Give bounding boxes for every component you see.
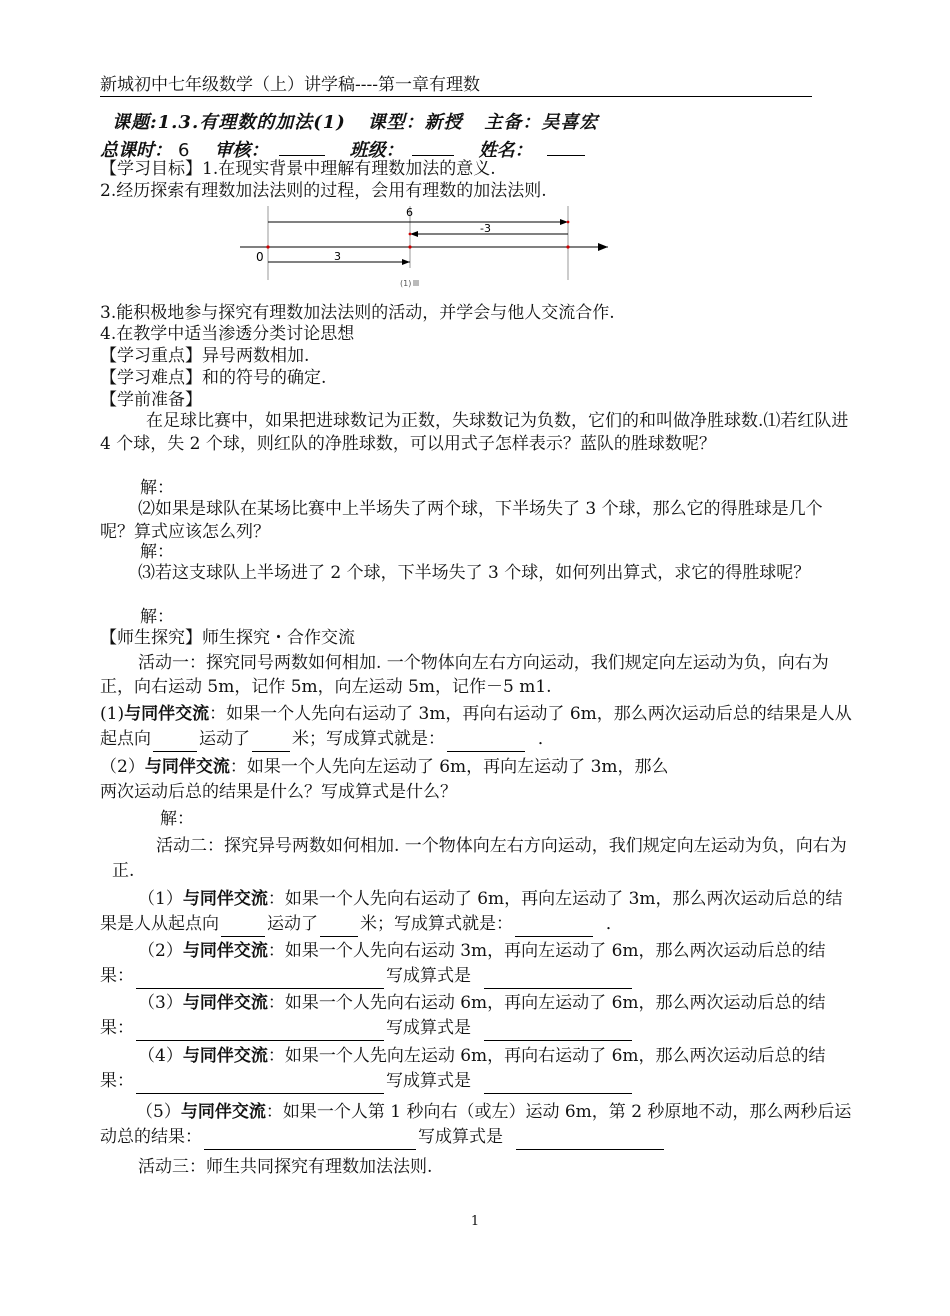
number-line-diagram — [210, 202, 620, 294]
name-blank[interactable] — [547, 141, 585, 156]
objective-1: 【学习目标】1.在现实背景中理解有理数加法的意义. — [100, 159, 496, 179]
lesson-author: 主备：吴喜宏 — [484, 112, 599, 133]
activity-1-solution: 解： — [160, 809, 194, 829]
blank-formula-3[interactable] — [484, 972, 632, 989]
activity-1-q2: （2）与同伴交流：如果一个人先向左运动了 6m，再向左运动了 3m，那么 — [100, 757, 669, 777]
total-hours: 6 — [178, 140, 190, 161]
activity-3: 活动三：师生共同探究有理数加法法则. — [138, 1157, 433, 1177]
diagram-label-neg3: -3 — [480, 222, 491, 235]
page-number: 1 — [470, 1214, 480, 1229]
objective-4: 4.在教学中适当渗透分类讨论思想 — [100, 324, 355, 344]
blank-formula-2[interactable] — [515, 920, 593, 937]
diagram-label-6: 6 — [406, 206, 413, 219]
prep-question-1: 在足球比赛中，如果把进球数记为正数，失球数记为负数，它们的和叫做净胜球数.⑴若红队进 4 个球，失 2 个球，则红队的净胜球数，可以用式子怎样表示？蓝队的胜球数呢？ — [100, 411, 849, 454]
lesson-type: 课型：新授 — [367, 112, 463, 133]
blank-formula-5[interactable] — [484, 1077, 632, 1094]
class-blank[interactable] — [412, 141, 454, 156]
blank-direction-1[interactable] — [153, 735, 197, 752]
activity-1-q2-cont: 两次运动后总的结果是什么？写成算式是什么？ — [100, 782, 457, 802]
activity-2: 活动二：探究异号两数如何相加. 一个物体向左右方向运动，我们规定向左运动为负，向右为正. — [112, 836, 847, 881]
explore-heading: 【师生探究】师生探究・合作交流 — [100, 628, 355, 648]
blank-result-2[interactable] — [136, 972, 384, 989]
page-header: 新城初中七年级数学（上）讲学稿----第一章有理数 — [100, 74, 812, 97]
activity-1: 活动一：探究同号两数如何相加. 一个物体向左右方向运动，我们规定向左运动为负，向右为正，向右运动 5m，记作 5m，向左运动 5m，记作－5 m1. — [100, 653, 829, 697]
class-label: 班级： — [349, 140, 404, 161]
activity-2-q4: （4）与同伴交流：如果一个人先向左运动 6m，再向右运动了 6m，那么两次运动后总的结果： 写成算式是 — [100, 1044, 855, 1094]
difficult-point: 【学习难点】和的符号的确定. — [100, 368, 327, 388]
objective-3: 3.能积极地参与探究有理数加法法则的活动，并学会与他人交流合作. — [100, 303, 615, 323]
lesson-topic: 课题:1.3.有理数的加法(1) — [112, 112, 346, 133]
diagram-caption: (1) — [400, 279, 412, 288]
review-blank[interactable] — [279, 141, 325, 156]
blank-distance-1[interactable] — [252, 735, 290, 752]
lesson-title — [112, 108, 598, 134]
activity-2-q5: （5）与同伴交流：如果一个人第 1 秒向右（或左）运动 6m，第 2 秒原地不动，那么两秒后运动总的结果： 写成算式是 — [100, 1100, 855, 1150]
prep-solution-1: 解： — [140, 478, 174, 498]
prep-question-3: ⑶若这支球队上半场进了 2 个球，下半场失了 3 个球，如何列出算式，求它的得胜球呢？ — [138, 563, 811, 583]
blank-result-4[interactable] — [136, 1077, 384, 1094]
prep-solution-2: 解： — [140, 542, 174, 562]
activity-2-q3: （3）与同伴交流：如果一个人先向右运动 6m，再向左运动了 6m，那么两次运动后总的结果： 写成算式是 — [100, 991, 855, 1041]
activity-2-q1: （1）与同伴交流：如果一个人先向右运动了 6m，再向左运动了 3m，那么两次运动后总的结果是人从起点向 运动了 米；写成算式就是： ． — [100, 887, 855, 937]
diagram-label-3: 3 — [334, 250, 341, 263]
blank-formula-4[interactable] — [484, 1024, 632, 1041]
prep-heading: 【学前准备】 — [100, 390, 202, 410]
activity-2-q2: （2）与同伴交流：如果一个人先向右运动 3m，再向左运动了 6m，那么两次运动后总的结果： 写成算式是 — [100, 939, 855, 989]
blank-result-5[interactable] — [204, 1133, 416, 1150]
diagram-label-0: 0 — [256, 250, 264, 264]
prep-solution-3: 解： — [140, 607, 174, 627]
blank-formula-1[interactable] — [447, 735, 525, 752]
key-point: 【学习重点】异号两数相加. — [100, 346, 310, 366]
blank-distance-2[interactable] — [320, 920, 358, 937]
name-label: 姓名： — [478, 140, 533, 161]
blank-result-3[interactable] — [136, 1024, 384, 1041]
blank-direction-2[interactable] — [221, 920, 265, 937]
total-hours-label: 总课时： — [100, 140, 172, 161]
prep-question-2: ⑵如果是球队在某场比赛中上半场失了两个球，下半场失了 3 个球，那么它的得胜球是几个呢？算式应该怎么列？ — [100, 499, 823, 542]
review-label: 审核： — [214, 140, 269, 161]
activity-1-q1: (1)与同伴交流：如果一个人先向右运动了 3m，再向右运动了 6m，那么两次运动后总的结果是人从起点向 运动了 米；写成算式就是： ． — [100, 702, 855, 752]
blank-formula-6[interactable] — [516, 1133, 664, 1150]
objective-2: 2.经历探索有理数加法法则的过程，会用有理数的加法法则. — [100, 181, 547, 201]
